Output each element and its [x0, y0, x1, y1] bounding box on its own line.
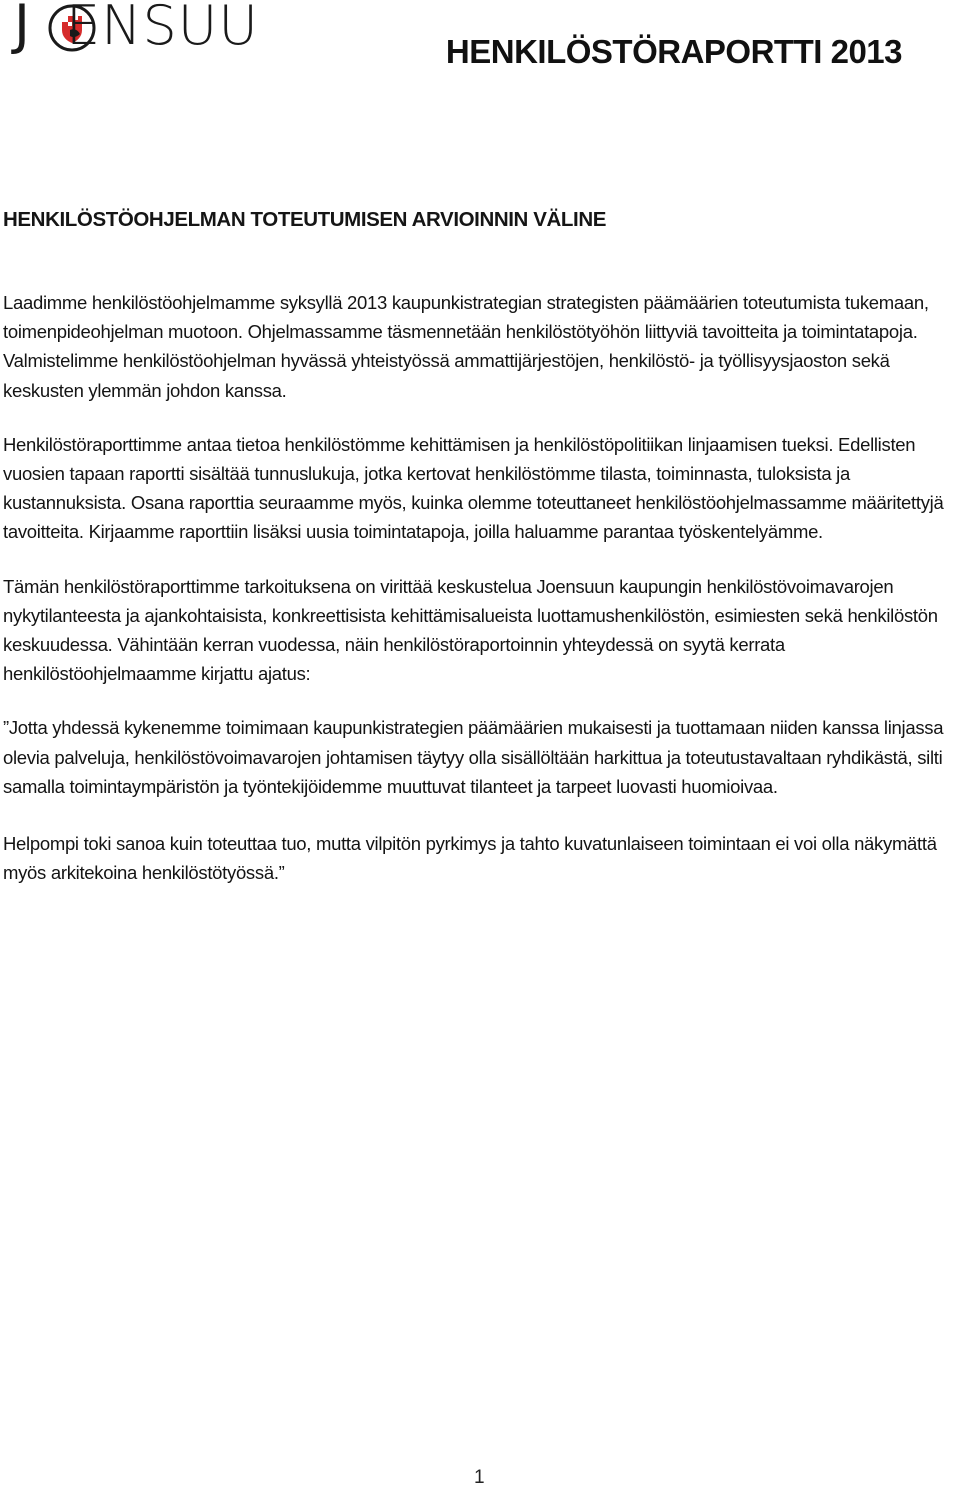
paragraph-report-purpose: Henkilöstöraporttimme antaa tietoa henkilöstömme kehittämisen ja henkilöstöpolitiikan linjaamisen tueksi. Edellisten vuosien tapaan raportti sisältää tunnuslukuja, jotka kertovat henkilöstömme tilasta, toiminnasta, tuloksista ja kustannuksista. Osana raporttia seuraamme myös, kuinka olemme toteuttaneet henkilöstöohjelmassamme määritettyjä tavoitteita. Kirjaamme raporttiin lisäksi uusia toimintatapoja, joilla haluamme parantaa työskentelyämme.	[3, 433, 944, 543]
joensuu-logo	[12, 0, 259, 64]
logo-wordmark: ENSUU	[66, 0, 259, 57]
paragraph-discussion: Tämän henkilöstöraporttimme tarkoituksena on virittää keskustelua Joensuun kaupungin henkilöstövoimavarojen nykytilanteesta ja ajankohtaisista, konkreettisista kehittämisalueista luottamushenkilöstön, esimiesten sekä henkilöstön keskuudessa. Vähintään kerran vuodessa, näin henkilöstöraportoinnin yhteydessä on syytä kerrata henkilöstöohjelmaamme kirjattu ajatus:	[3, 575, 938, 685]
page-number: 1	[474, 1467, 485, 1488]
section-heading: HENKILÖSTÖOHJELMAN TOTEUTUMISEN ARVIOINNIN VÄLINE	[3, 208, 607, 231]
body-text	[3, 288, 958, 912]
report-title: HENKILÖSTÖRAPORTTI 2013	[445, 33, 902, 70]
paragraph-quote-end: Helpompi toki sanoa kuin toteuttaa tuo, mutta vilpitön pyrkimys ja tahto kuvatunlaiseen toimintaan ei voi olla näkymättä myös arkitekoina henkilöstötyössä.”	[3, 833, 937, 884]
logo-letter-j: J	[14, 0, 30, 56]
paragraph-intro: Laadimme henkilöstöohjelmamme syksyllä 2013 kaupunkistrategian strategisten päämäärien toteutumista tukemaan, toimenpideohjelman muotoon. Ohjelmassamme täsmennetään henkilöstötyöhön liittyviä tavoitteita ja toimintatapoja. Valmistelimme henkilöstöohjelman hyvässä yhteistyössä ammattijärjestöjen, henkilöstö- ja työllisyysjaoston sekä keskusten ylemmän johdon kanssa.	[3, 292, 929, 401]
paragraph-quote: ”Jotta yhdessä kykenemme toimimaan kaupunkistrategien päämäärien mukaisesti ja tuottamaan niiden kanssa linjassa olevia palveluja, henkilöstövoimavarojen johtamisen täytyy olla sisällöltään harkittua ja toteutustavaltaan ryhdikästä, silti samalla toimintaympäristön ja työntekijöidemme muuttuvat tilanteet ja tarpeet luovasti huomioivaa.	[3, 717, 944, 797]
